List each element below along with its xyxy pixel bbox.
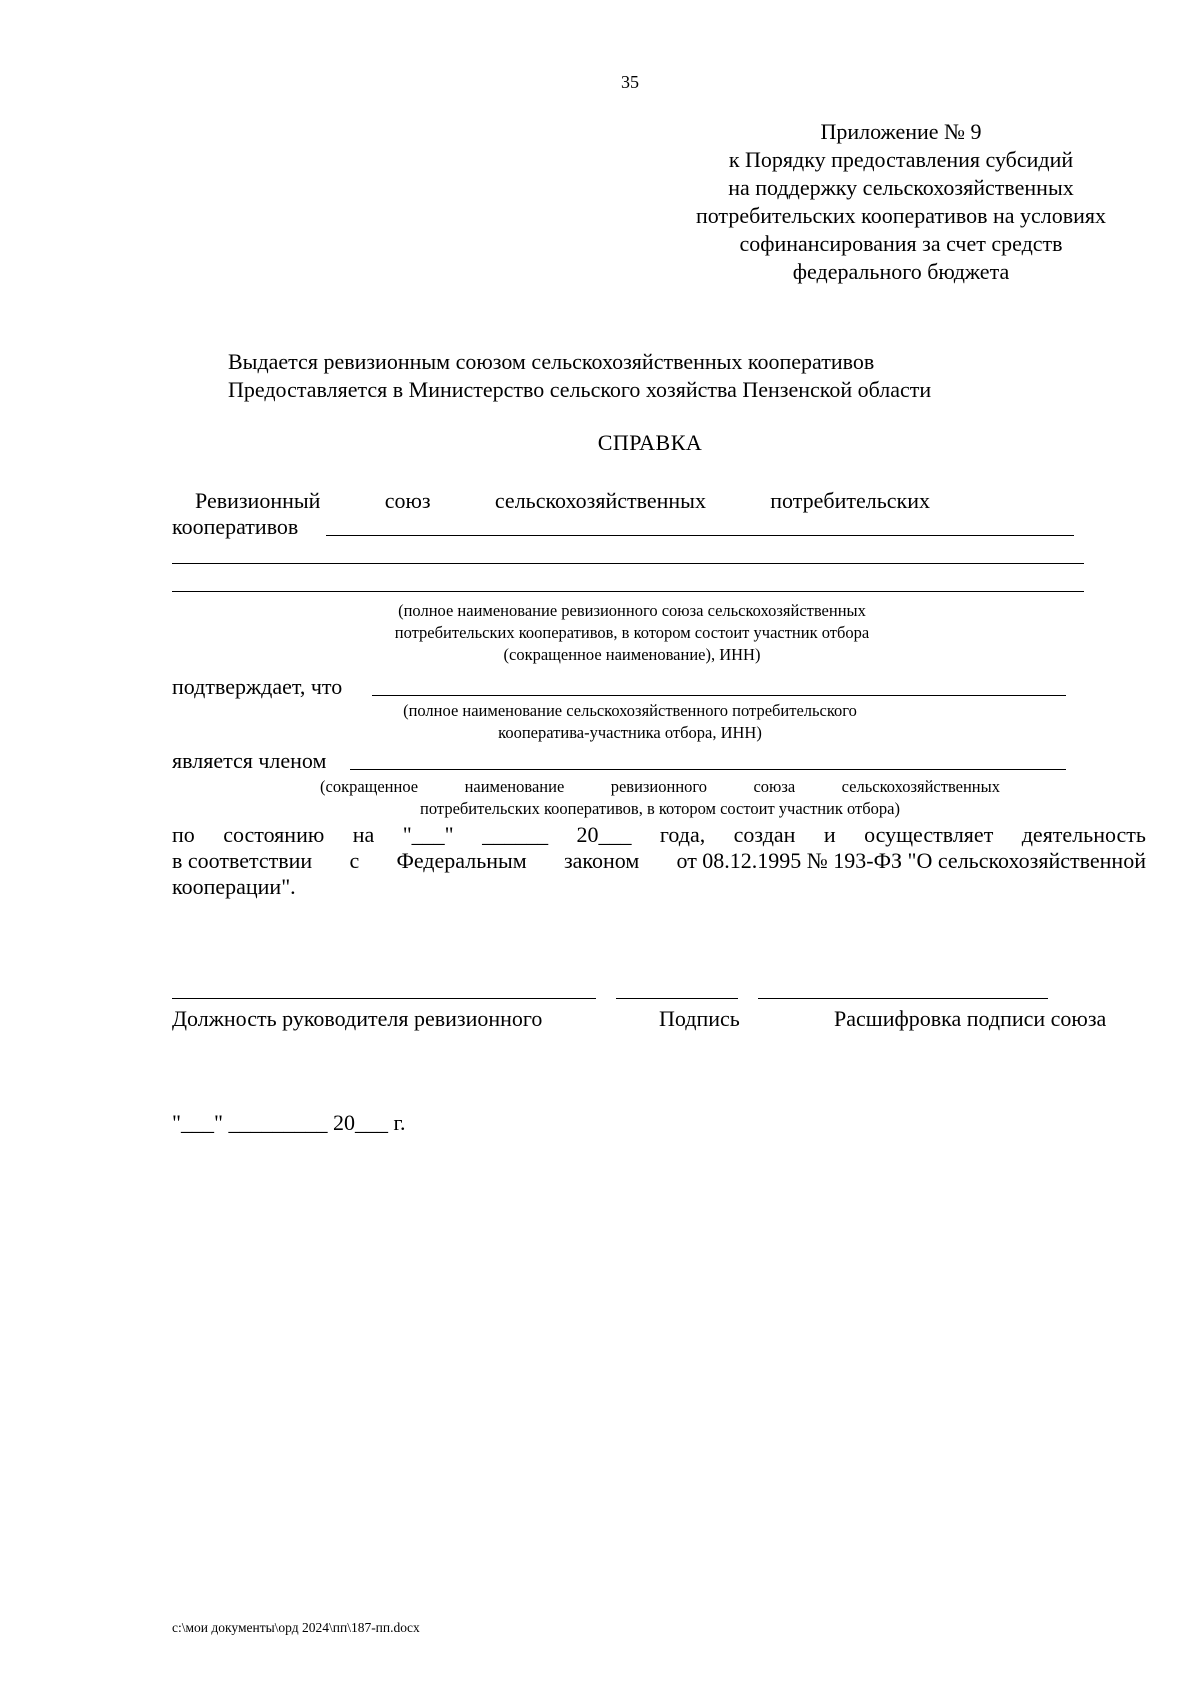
union-short-name-field[interactable] xyxy=(350,769,1066,770)
confirms-label: подтверждает, что xyxy=(172,674,343,699)
caption-word: (сокращенное xyxy=(320,777,419,796)
document-title: СПРАВКА xyxy=(597,430,703,455)
law-line xyxy=(172,848,1146,874)
caption-union-short-line2: потребительских кооперативов, в котором состоит участник отбора) xyxy=(420,799,900,818)
footer-file-path: c:\мои документы\орд 2024\пп\187-пп.docx xyxy=(172,1620,420,1635)
union-word: Ревизионный xyxy=(195,488,321,513)
member-label: является членом xyxy=(172,748,327,773)
status-word: года, xyxy=(659,822,706,847)
caption-word: наименование xyxy=(464,777,565,796)
appendix-line: софинансирования за счет средств xyxy=(739,231,1063,256)
union-word: союз xyxy=(384,488,431,513)
submitted-to-text: Предоставляется в Министерство сельского хозяйства Пензенской области xyxy=(228,377,932,402)
caption-word: ревизионного xyxy=(610,777,708,796)
caption-union-full xyxy=(172,600,1092,666)
issued-by-text: Выдается ревизионным союзом сельскохозяйственных кооперативов xyxy=(228,349,875,374)
signature-field[interactable] xyxy=(616,998,738,999)
law-word: от 08.12.1995 № 193-ФЗ "О сельскохозяйственной xyxy=(676,848,1146,873)
status-word: создан xyxy=(733,822,796,847)
caption-line: (полное наименование сельскохозяйственного потребительского xyxy=(403,701,857,720)
caption-coop xyxy=(230,700,1030,744)
status-date-field[interactable]: "___" xyxy=(402,822,454,847)
cooperative-name-field[interactable] xyxy=(372,695,1066,696)
law-word: в соответствии xyxy=(172,848,313,873)
signature-label: Подпись xyxy=(659,1006,740,1031)
decoding-label: Расшифровка подписи союза xyxy=(834,1006,1107,1031)
union-name-field-line2[interactable] xyxy=(172,563,1084,564)
status-word: состоянию xyxy=(223,822,325,847)
caption-line: кооператива-участника отбора, ИНН) xyxy=(498,723,762,742)
caption-word: сельскохозяйственных xyxy=(841,777,1000,796)
appendix-line: Приложение № 9 xyxy=(820,119,982,144)
status-year-field[interactable]: 20___ xyxy=(576,822,632,847)
law-line-end: кооперации". xyxy=(172,874,296,899)
union-name-field-line3[interactable] xyxy=(172,591,1084,592)
law-word: с xyxy=(349,848,360,873)
caption-line: потребительских кооперативов, в котором состоит участник отбора xyxy=(394,623,870,642)
status-month-field[interactable]: ______ xyxy=(482,822,549,847)
union-word: потребительских xyxy=(770,488,930,513)
status-word: по xyxy=(172,822,195,847)
caption-word: союза xyxy=(753,777,796,796)
page-number: 35 xyxy=(621,72,639,92)
law-word: законом xyxy=(563,848,640,873)
signature-decoding-field[interactable] xyxy=(758,998,1048,999)
union-word: сельскохозяйственных xyxy=(494,488,706,513)
date-line[interactable]: "___" _________ 20___ г. xyxy=(172,1110,406,1135)
appendix-line: на поддержку сельскохозяйственных xyxy=(728,175,1074,200)
status-line xyxy=(172,822,1146,848)
union-name-field[interactable] xyxy=(326,535,1074,536)
appendix-line: федерального бюджета xyxy=(792,259,1010,284)
status-word: деятельность xyxy=(1021,822,1146,847)
caption-line: (сокращенное наименование), ИНН) xyxy=(503,645,761,664)
union-heading-row xyxy=(195,488,930,514)
status-word: осуществляет xyxy=(864,822,994,847)
position-signature-field[interactable] xyxy=(172,998,596,999)
caption-line: (полное наименование ревизионного союза сельскохозяйственных xyxy=(398,601,866,620)
appendix-line: к Порядку предоставления субсидий xyxy=(728,147,1074,172)
appendix-header xyxy=(668,118,1134,286)
position-label: Должность руководителя ревизионного xyxy=(172,1006,543,1031)
cooperatives-label: кооперативов xyxy=(172,514,299,539)
status-word: на xyxy=(352,822,375,847)
status-word: и xyxy=(823,822,836,847)
issued-by-line xyxy=(228,348,931,404)
appendix-line: потребительских кооперативов на условиях xyxy=(695,203,1107,228)
caption-union-short-line1 xyxy=(320,776,1000,798)
law-word: Федеральным xyxy=(396,848,527,873)
